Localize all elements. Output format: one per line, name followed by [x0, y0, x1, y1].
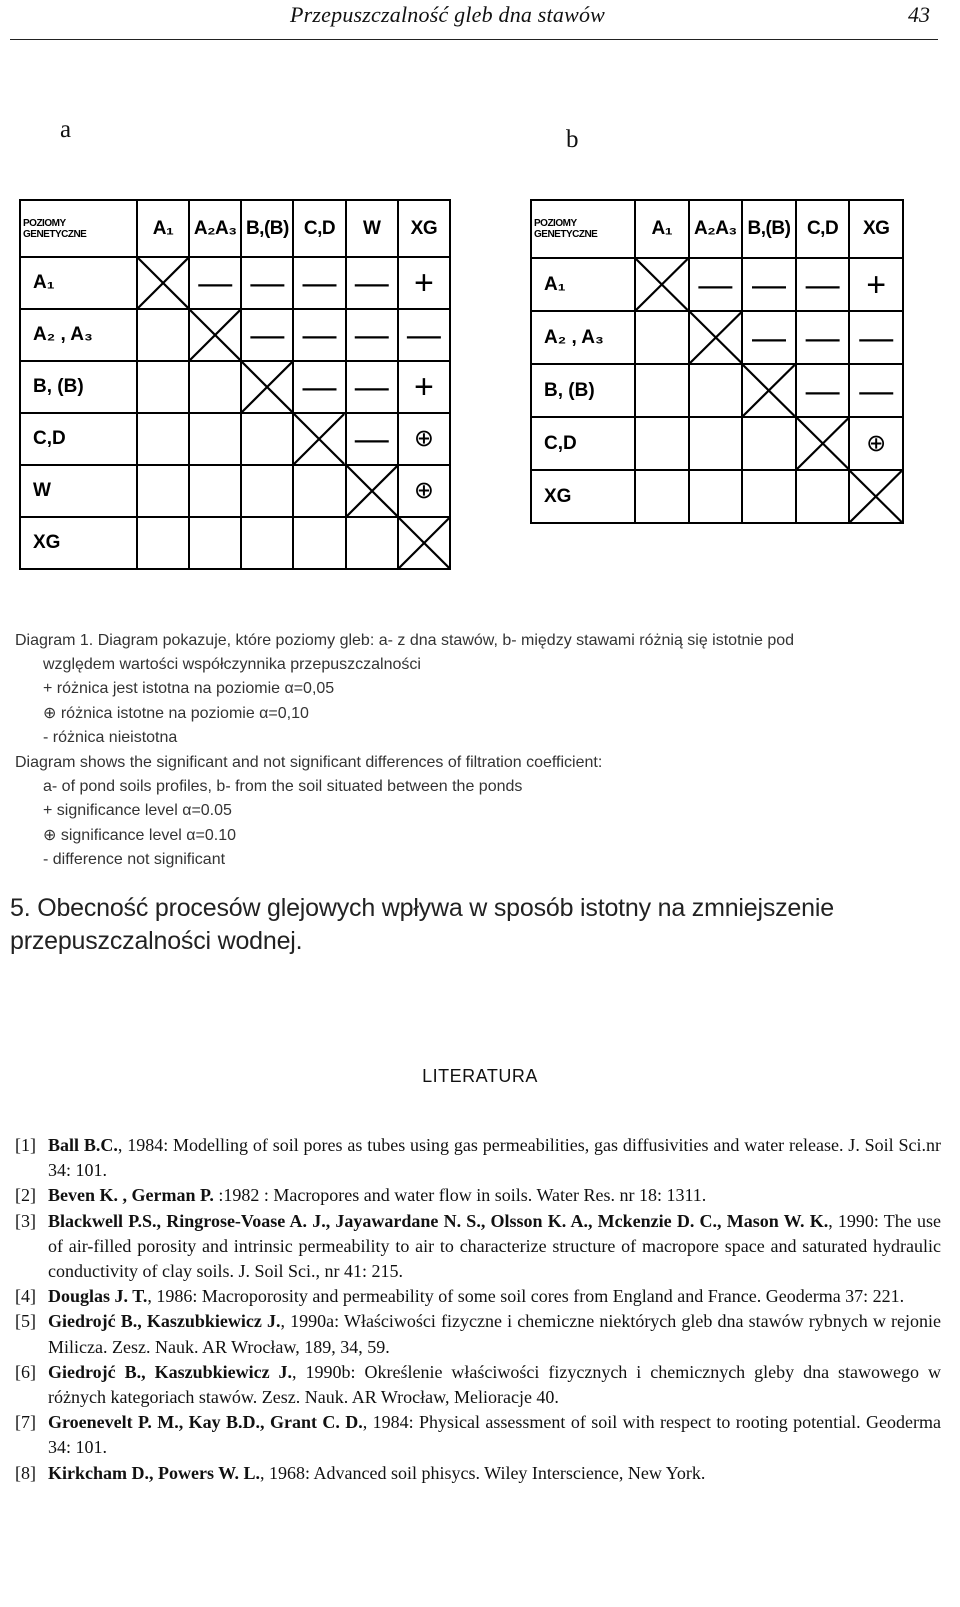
matrix-a-cell	[137, 309, 189, 361]
reference-item	[15, 1360, 941, 1410]
reference-details: , 1990b: Określenie właściwości fizycznych i chemicznych gleby dna stawowego w różnych kategoriach stawów. Zesz. Nauk. AR Wrocław, Melioracje 40.	[48, 1361, 941, 1408]
reference-item	[15, 1461, 941, 1486]
matrix-a-col-header: C,D	[293, 200, 345, 257]
matrix-b-row-header: A₁	[531, 258, 635, 311]
corner-line-2: GENETYCZNE	[23, 228, 87, 240]
cross-icon	[850, 471, 902, 522]
reference-item	[15, 1209, 941, 1285]
cross-icon	[636, 259, 688, 310]
diagonal-cross-icon	[189, 309, 241, 361]
matrix-a-cell: —	[346, 309, 398, 361]
diagonal-cross-icon	[689, 311, 743, 364]
matrix-a-col-header: XG	[398, 200, 450, 257]
matrix-b-cell	[635, 364, 689, 417]
diagonal-cross-icon	[398, 517, 450, 569]
diagonal-cross-icon	[346, 465, 398, 517]
diagonal-cross-icon	[796, 417, 850, 470]
matrix-b-cell: —	[796, 258, 850, 311]
caption-line: ⊕ significance level α=0.10	[43, 826, 236, 844]
matrix-b-corner-header	[531, 200, 635, 258]
matrix-b-cell: —	[849, 364, 903, 417]
matrix-b-cell: +	[849, 258, 903, 311]
matrix-b-row-header: A₂ , A₃	[531, 311, 635, 364]
cross-icon	[399, 518, 449, 568]
cross-icon	[138, 258, 188, 308]
reference-number: [8]	[15, 1462, 36, 1483]
reference-details: , 1984: Physical assessment of soil with respect to rooting potential. Geoderma 34: 101.	[48, 1412, 941, 1458]
reference-details: :1982 : Macropores and water flow in soils. Water Res. nr 18: 1311.	[213, 1185, 707, 1206]
reference-list	[15, 1133, 941, 1486]
reference-authors: Groenevelt P. M., Kay B.D., Grant C. D.	[48, 1412, 363, 1433]
caption-line: + różnica jest istotna na poziomie α=0,05	[43, 680, 335, 698]
cross-icon	[347, 466, 397, 516]
reference-item	[15, 1284, 941, 1309]
reference-details: , 1984: Modelling of soil pores as tubes using gas permeabilities, gas diffusivities and water release. J. Soil Sci.nr 34: 101.	[48, 1135, 942, 1181]
matrix-a-cell	[189, 465, 241, 517]
matrix-b-row-header: B, (B)	[531, 364, 635, 417]
matrix-a-cell: —	[398, 309, 450, 361]
matrix-a-cell: —	[293, 361, 345, 413]
matrix-b-col-header: C,D	[796, 200, 850, 258]
matrix-b-col-header: XG	[849, 200, 903, 258]
matrix-a-cell	[189, 517, 241, 569]
matrix-a-cell: +	[398, 361, 450, 413]
matrix-b-row-header: C,D	[531, 417, 635, 470]
cross-icon	[242, 362, 292, 412]
matrix-a-row-header: A₂ , A₃	[20, 309, 137, 361]
corner-line-2: GENETYCZNE	[534, 229, 598, 240]
reference-number: [6]	[15, 1361, 36, 1382]
reference-number: [1]	[15, 1135, 36, 1155]
reference-authors: Giedrojć B., Kaszubkiewicz J.	[48, 1311, 281, 1332]
matrix-a-cell	[137, 361, 189, 413]
reference-item	[15, 1183, 941, 1208]
matrix-b-cell: ⊕	[849, 417, 903, 470]
diagonal-cross-icon	[742, 364, 796, 417]
reference-authors: Ball B.C.	[48, 1135, 118, 1155]
diagonal-cross-icon	[849, 470, 903, 523]
caption-line: Diagram 1. Diagram pokazuje, które poziomy gleb: a- z dna stawów, b- między stawami różnią się istotnie pod	[15, 632, 795, 649]
reference-details: , 1990: The use of air-filled porosity and intrinsic permeability to air to characterize structure of macropore space and saturated hydraulic conductivity of clay soils. J. Soil Sci., nr 41: 215.	[48, 1210, 941, 1282]
reference-details: , 1986: Macroporosity and permeability of some soil cores from England and France. Geoderma 37: 221.	[147, 1286, 905, 1307]
matrix-a-col-header: W	[346, 200, 398, 257]
matrix-b-cell	[796, 470, 850, 523]
reference-item	[15, 1309, 941, 1359]
matrix-b-col-header: B,(B)	[742, 200, 796, 258]
matrix-a-row-header: W	[20, 465, 137, 517]
matrix-b-cell	[635, 470, 689, 523]
significance-matrix-a	[19, 199, 451, 570]
matrix-a-row-header: C,D	[20, 413, 137, 465]
caption-line: + significance level α=0.05	[43, 802, 232, 820]
reference-authors: Kirkcham D., Powers W. L.	[48, 1462, 261, 1483]
matrix-a-cell	[346, 517, 398, 569]
reference-details: , 1990a: Właściwości fizyczne i chemiczne niektórych gleb dna stawów rybnych w rejonie Milicza. Zesz. Nauk. AR Wrocław, 189, 34, 59.	[48, 1311, 941, 1357]
matrix-b-cell: —	[689, 258, 743, 311]
matrix-b-cell	[689, 417, 743, 470]
matrix-b-cell	[742, 470, 796, 523]
reference-number: [2]	[15, 1185, 36, 1206]
caption-line: - difference not significant	[43, 850, 226, 868]
matrix-a-cell	[241, 413, 293, 465]
reference-number: [4]	[15, 1286, 36, 1307]
matrix-a-col-header: A₁	[137, 200, 189, 257]
reference-item	[15, 1133, 941, 1183]
diagonal-cross-icon	[293, 413, 345, 465]
caption-line: Diagram shows the significant and not significant differences of filtration coefficient:	[15, 754, 603, 771]
matrix-a-cell	[241, 517, 293, 569]
matrix-b-cell: —	[742, 258, 796, 311]
diagram-caption-polish	[15, 629, 945, 750]
matrix-a-cell	[293, 517, 345, 569]
matrix-b-cell: —	[796, 311, 850, 364]
matrix-a-cell	[189, 361, 241, 413]
reference-details: , 1968: Advanced soil phisycs. Wiley Interscience, New York.	[260, 1462, 706, 1483]
diagonal-cross-icon	[137, 257, 189, 309]
corner-line-1: POZIOMY	[534, 218, 577, 229]
matrix-b-cell	[635, 311, 689, 364]
matrix-a-cell: ⊕	[398, 413, 450, 465]
matrix-a-col-header: B,(B)	[241, 200, 293, 257]
reference-number: [5]	[15, 1311, 36, 1332]
matrix-a-cell	[241, 465, 293, 517]
matrix-a-cell	[137, 413, 189, 465]
panel-a-label: a	[60, 116, 72, 143]
matrix-b-col-header: A₁	[635, 200, 689, 258]
cross-icon	[190, 310, 240, 360]
matrix-b-col-header: A₂A₃	[689, 200, 743, 258]
matrix-b-cell: —	[849, 311, 903, 364]
matrix-a-cell: +	[398, 257, 450, 309]
reference-authors: Giedrojć B., Kaszubkiewicz J.	[48, 1361, 293, 1382]
significance-matrix-b	[530, 199, 904, 524]
caption-line: ⊕ różnica istotne na poziomie α=0,10	[43, 704, 309, 722]
matrix-a-cell: —	[293, 257, 345, 309]
corner-line-1: POZIOMY	[23, 217, 66, 229]
matrix-a-row-header: B, (B)	[20, 361, 137, 413]
caption-line: a- of pond soils profiles, b- from the soil situated between the ponds	[43, 778, 523, 796]
page-number: 43	[908, 2, 930, 27]
matrix-b-cell: —	[742, 311, 796, 364]
matrix-b-cell: —	[796, 364, 850, 417]
matrix-a-cell	[293, 465, 345, 517]
reference-authors: Beven K. , German P.	[48, 1185, 214, 1206]
diagonal-cross-icon	[241, 361, 293, 413]
cross-icon	[294, 414, 344, 464]
reference-number: [7]	[15, 1412, 36, 1433]
matrix-a-cell: —	[241, 257, 293, 309]
matrix-b-cell	[635, 417, 689, 470]
matrix-a-cell: ⊕	[398, 465, 450, 517]
matrix-a-cell: —	[346, 361, 398, 413]
matrix-b-cell	[689, 364, 743, 417]
matrix-a-cell: —	[293, 309, 345, 361]
header-rule	[10, 39, 938, 40]
matrix-b-cell	[689, 470, 743, 523]
matrix-a-row-header: A₁	[20, 257, 137, 309]
matrix-b-row-header: XG	[531, 470, 635, 523]
caption-line: względem wartości współczynnika przepuszczalności	[43, 656, 421, 674]
reference-item	[15, 1410, 941, 1460]
cross-icon	[690, 312, 742, 363]
caption-line: - różnica nieistotna	[43, 728, 178, 746]
matrix-a-cell	[137, 465, 189, 517]
matrix-a-cell	[189, 413, 241, 465]
cross-icon	[797, 418, 849, 469]
conclusion-point-5: 5. Obecność procesów glejowych wpływa w sposób istotny na zmniejszenie przepuszczalności wodnej.	[10, 894, 834, 955]
matrix-a-corner-header	[20, 200, 137, 257]
matrix-a-col-header: A₂A₃	[189, 200, 241, 257]
matrix-a-cell: —	[346, 257, 398, 309]
cross-icon	[743, 365, 795, 416]
literature-heading: LITERATURA	[422, 1066, 538, 1086]
reference-authors: Douglas J. T.	[48, 1286, 148, 1307]
panel-b-label: b	[566, 126, 579, 153]
reference-number: [3]	[15, 1210, 36, 1231]
matrix-a-row-header: XG	[20, 517, 137, 569]
matrix-b-cell	[742, 417, 796, 470]
matrix-a-cell: —	[346, 413, 398, 465]
matrix-a-cell	[137, 517, 189, 569]
diagram-caption-english	[15, 751, 945, 872]
matrix-a-cell: —	[189, 257, 241, 309]
diagonal-cross-icon	[635, 258, 689, 311]
matrix-a-cell: —	[241, 309, 293, 361]
reference-authors: Blackwell P.S., Ringrose-Voase A. J., Jayawardane N. S., Olsson K. A., Mckenzie D. C., Mason W. K.	[48, 1210, 829, 1231]
running-title: Przepuszczalność gleb dna stawów	[290, 2, 606, 27]
